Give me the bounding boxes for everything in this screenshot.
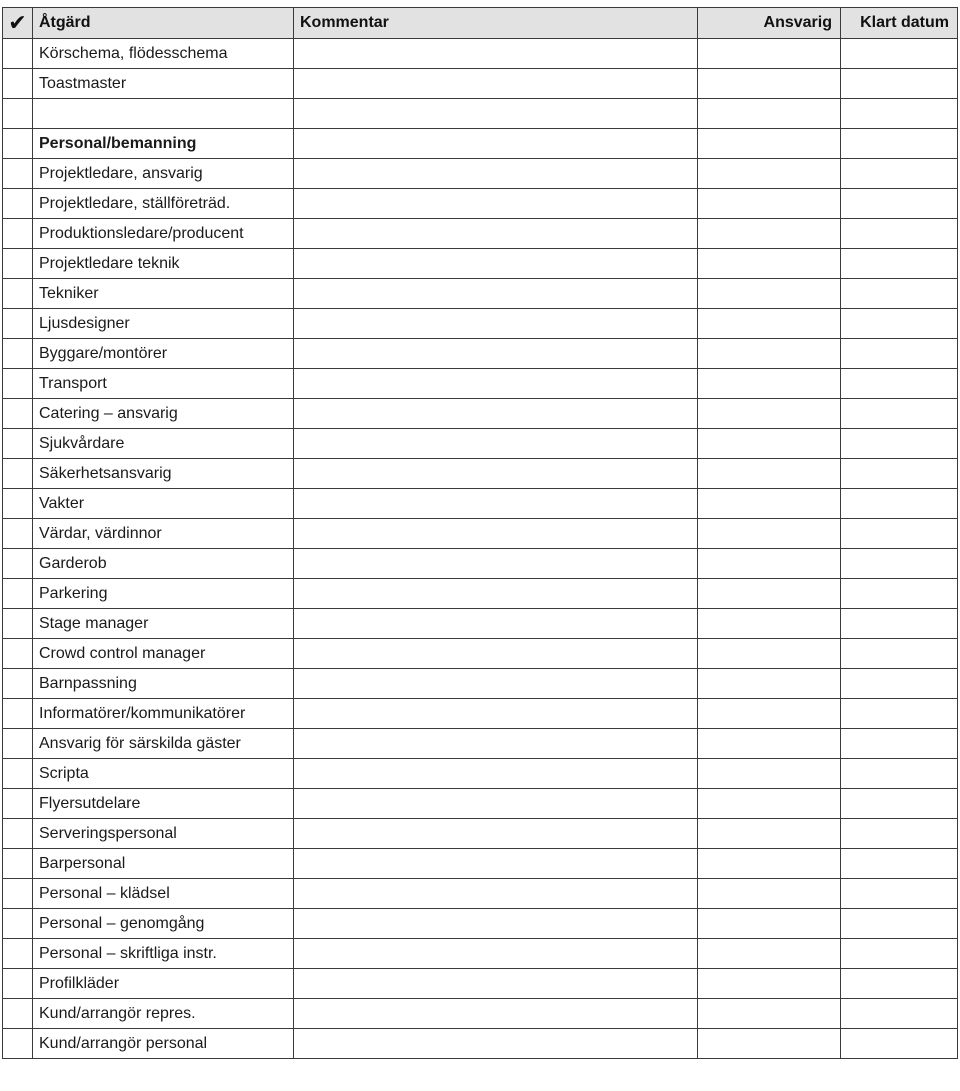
action-cell: Kund/arrangör repres. — [33, 999, 294, 1029]
table-body — [3, 39, 958, 1059]
checkbox-cell[interactable] — [3, 1029, 33, 1059]
responsible-cell[interactable] — [698, 429, 841, 459]
table-row — [3, 999, 958, 1029]
action-cell: Projektledare teknik — [33, 249, 294, 279]
comment-cell[interactable] — [294, 339, 698, 369]
checkbox-cell[interactable] — [3, 819, 33, 849]
table-row — [3, 789, 958, 819]
checkbox-cell[interactable] — [3, 339, 33, 369]
done-date-cell[interactable] — [841, 999, 958, 1029]
comment-cell[interactable] — [294, 459, 698, 489]
checklist-table — [2, 7, 958, 1059]
responsible-cell[interactable] — [698, 699, 841, 729]
checkbox-cell[interactable] — [3, 369, 33, 399]
comment-cell[interactable] — [294, 639, 698, 669]
done-date-cell[interactable] — [841, 969, 958, 999]
action-cell: Toastmaster — [33, 69, 294, 99]
action-cell: Catering – ansvarig — [33, 399, 294, 429]
header-comment: Kommentar — [294, 8, 698, 39]
checkbox-cell[interactable] — [3, 549, 33, 579]
checkbox-cell[interactable] — [3, 609, 33, 639]
comment-cell[interactable] — [294, 789, 698, 819]
action-cell: Barnpassning — [33, 669, 294, 699]
responsible-cell[interactable] — [698, 219, 841, 249]
table-row — [3, 549, 958, 579]
done-date-cell[interactable] — [841, 849, 958, 879]
table-row — [3, 459, 958, 489]
action-cell: Säkerhetsansvarig — [33, 459, 294, 489]
checkbox-cell[interactable] — [3, 579, 33, 609]
action-cell: Crowd control manager — [33, 639, 294, 669]
table-row — [3, 579, 958, 609]
done-date-cell[interactable] — [841, 789, 958, 819]
comment-cell[interactable] — [294, 549, 698, 579]
action-cell: Profilkläder — [33, 969, 294, 999]
checkmark-header-icon: ✔ — [3, 8, 33, 39]
checkbox-cell[interactable] — [3, 309, 33, 339]
comment-cell[interactable] — [294, 369, 698, 399]
responsible-cell[interactable] — [698, 459, 841, 489]
checkbox-cell[interactable] — [3, 459, 33, 489]
table-row — [3, 279, 958, 309]
action-cell: Ansvarig för särskilda gäster — [33, 729, 294, 759]
responsible-cell[interactable] — [698, 339, 841, 369]
responsible-cell[interactable] — [698, 99, 841, 129]
comment-cell[interactable] — [294, 69, 698, 99]
comment-cell[interactable] — [294, 159, 698, 189]
comment-cell[interactable] — [294, 939, 698, 969]
responsible-cell[interactable] — [698, 189, 841, 219]
done-date-cell[interactable] — [841, 879, 958, 909]
checkbox-cell[interactable] — [3, 939, 33, 969]
comment-cell[interactable] — [294, 699, 698, 729]
checkbox-cell[interactable] — [3, 219, 33, 249]
checkbox-cell[interactable] — [3, 669, 33, 699]
done-date-cell[interactable] — [841, 609, 958, 639]
done-date-cell[interactable] — [841, 489, 958, 519]
checkbox-cell[interactable] — [3, 759, 33, 789]
table-row — [3, 39, 958, 69]
responsible-cell[interactable] — [698, 519, 841, 549]
done-date-cell[interactable] — [841, 339, 958, 369]
responsible-cell[interactable] — [698, 39, 841, 69]
done-date-cell[interactable] — [841, 669, 958, 699]
checklist-sheet — [2, 7, 958, 1059]
responsible-cell[interactable] — [698, 759, 841, 789]
responsible-cell[interactable] — [698, 129, 841, 159]
responsible-cell[interactable] — [698, 159, 841, 189]
responsible-cell[interactable] — [698, 969, 841, 999]
action-cell: Körschema, flödesschema — [33, 39, 294, 69]
header-responsible: Ansvarig — [698, 8, 841, 39]
comment-cell[interactable] — [294, 819, 698, 849]
checkbox-cell[interactable] — [3, 69, 33, 99]
action-cell: Stage manager — [33, 609, 294, 639]
responsible-cell[interactable] — [698, 669, 841, 699]
table-row — [3, 819, 958, 849]
done-date-cell[interactable] — [841, 909, 958, 939]
responsible-cell[interactable] — [698, 69, 841, 99]
responsible-cell[interactable] — [698, 1029, 841, 1059]
header-action: Åtgärd — [33, 8, 294, 39]
action-cell: Informatörer/kommunikatörer — [33, 699, 294, 729]
action-cell: Värdar, värdinnor — [33, 519, 294, 549]
table-row — [3, 669, 958, 699]
done-date-cell[interactable] — [841, 699, 958, 729]
table-row — [3, 219, 958, 249]
comment-cell[interactable] — [294, 1029, 698, 1059]
action-cell: Produktionsledare/producent — [33, 219, 294, 249]
checkbox-cell[interactable] — [3, 999, 33, 1029]
done-date-cell[interactable] — [841, 219, 958, 249]
table-row — [3, 69, 958, 99]
done-date-cell[interactable] — [841, 249, 958, 279]
comment-cell[interactable] — [294, 849, 698, 879]
responsible-cell[interactable] — [698, 579, 841, 609]
table-row — [3, 519, 958, 549]
done-date-cell[interactable] — [841, 579, 958, 609]
table-row — [3, 969, 958, 999]
comment-cell[interactable] — [294, 309, 698, 339]
checkbox-cell[interactable] — [3, 849, 33, 879]
comment-cell[interactable] — [294, 609, 698, 639]
checkbox-cell[interactable] — [3, 249, 33, 279]
checkbox-cell[interactable] — [3, 279, 33, 309]
done-date-cell[interactable] — [841, 69, 958, 99]
done-date-cell[interactable] — [841, 99, 958, 129]
comment-cell[interactable] — [294, 489, 698, 519]
table-row — [3, 189, 958, 219]
table-row — [3, 1029, 958, 1059]
table-row — [3, 399, 958, 429]
done-date-cell[interactable] — [841, 459, 958, 489]
table-row — [3, 309, 958, 339]
action-cell: Garderob — [33, 549, 294, 579]
header-row — [3, 8, 958, 39]
comment-cell[interactable] — [294, 129, 698, 159]
table-row — [3, 429, 958, 459]
table-row — [3, 129, 958, 159]
responsible-cell[interactable] — [698, 369, 841, 399]
action-cell: Serveringspersonal — [33, 819, 294, 849]
table-row — [3, 369, 958, 399]
responsible-cell[interactable] — [698, 849, 841, 879]
action-cell: Tekniker — [33, 279, 294, 309]
responsible-cell[interactable] — [698, 909, 841, 939]
comment-cell[interactable] — [294, 999, 698, 1029]
header-done-date: Klart datum — [841, 8, 958, 39]
table-row — [3, 909, 958, 939]
done-date-cell[interactable] — [841, 279, 958, 309]
responsible-cell[interactable] — [698, 639, 841, 669]
table-row — [3, 609, 958, 639]
checkbox-cell[interactable] — [3, 879, 33, 909]
comment-cell[interactable] — [294, 969, 698, 999]
checkbox-cell[interactable] — [3, 39, 33, 69]
done-date-cell[interactable] — [841, 939, 958, 969]
done-date-cell[interactable] — [841, 639, 958, 669]
done-date-cell[interactable] — [841, 189, 958, 219]
comment-cell[interactable] — [294, 909, 698, 939]
action-cell: Personal – klädsel — [33, 879, 294, 909]
table-row — [3, 99, 958, 129]
done-date-cell[interactable] — [841, 429, 958, 459]
checkbox-cell[interactable] — [3, 429, 33, 459]
action-cell: Personal – skriftliga instr. — [33, 939, 294, 969]
action-cell: Transport — [33, 369, 294, 399]
done-date-cell[interactable] — [841, 519, 958, 549]
checkbox-cell[interactable] — [3, 639, 33, 669]
table-row — [3, 249, 958, 279]
table-row — [3, 159, 958, 189]
action-cell: Byggare/montörer — [33, 339, 294, 369]
table-row — [3, 939, 958, 969]
comment-cell[interactable] — [294, 669, 698, 699]
table-row — [3, 849, 958, 879]
table-row — [3, 489, 958, 519]
action-cell: Projektledare, ställföreträd. — [33, 189, 294, 219]
responsible-cell[interactable] — [698, 819, 841, 849]
checkbox-cell[interactable] — [3, 909, 33, 939]
done-date-cell[interactable] — [841, 1029, 958, 1059]
responsible-cell[interactable] — [698, 279, 841, 309]
responsible-cell[interactable] — [698, 249, 841, 279]
responsible-cell[interactable] — [698, 789, 841, 819]
action-cell: Ljusdesigner — [33, 309, 294, 339]
action-cell: Vakter — [33, 489, 294, 519]
table-row — [3, 879, 958, 909]
action-cell: Personal – genomgång — [33, 909, 294, 939]
done-date-cell[interactable] — [841, 549, 958, 579]
responsible-cell[interactable] — [698, 609, 841, 639]
comment-cell[interactable] — [294, 279, 698, 309]
comment-cell[interactable] — [294, 519, 698, 549]
checkbox-cell[interactable] — [3, 189, 33, 219]
responsible-cell[interactable] — [698, 999, 841, 1029]
comment-cell[interactable] — [294, 39, 698, 69]
action-cell — [33, 99, 294, 129]
table-row — [3, 729, 958, 759]
action-cell: Barpersonal — [33, 849, 294, 879]
action-cell: Sjukvårdare — [33, 429, 294, 459]
done-date-cell[interactable] — [841, 39, 958, 69]
comment-cell[interactable] — [294, 99, 698, 129]
table-row — [3, 759, 958, 789]
responsible-cell[interactable] — [698, 309, 841, 339]
responsible-cell[interactable] — [698, 939, 841, 969]
checkbox-cell[interactable] — [3, 729, 33, 759]
responsible-cell[interactable] — [698, 879, 841, 909]
done-date-cell[interactable] — [841, 159, 958, 189]
action-cell: Projektledare, ansvarig — [33, 159, 294, 189]
comment-cell[interactable] — [294, 189, 698, 219]
checkbox-cell[interactable] — [3, 159, 33, 189]
done-date-cell[interactable] — [841, 399, 958, 429]
checkbox-cell[interactable] — [3, 489, 33, 519]
checkbox-cell[interactable] — [3, 789, 33, 819]
action-cell: Scripta — [33, 759, 294, 789]
comment-cell[interactable] — [294, 729, 698, 759]
section-heading-cell: Personal/bemanning — [33, 129, 294, 159]
action-cell: Flyersutdelare — [33, 789, 294, 819]
comment-cell[interactable] — [294, 579, 698, 609]
action-cell: Parkering — [33, 579, 294, 609]
comment-cell[interactable] — [294, 879, 698, 909]
done-date-cell[interactable] — [841, 729, 958, 759]
checkbox-cell[interactable] — [3, 129, 33, 159]
checkbox-cell[interactable] — [3, 519, 33, 549]
checkbox-cell[interactable] — [3, 699, 33, 729]
action-cell: Kund/arrangör personal — [33, 1029, 294, 1059]
table-row — [3, 699, 958, 729]
responsible-cell[interactable] — [698, 729, 841, 759]
done-date-cell[interactable] — [841, 819, 958, 849]
done-date-cell[interactable] — [841, 309, 958, 339]
comment-cell[interactable] — [294, 399, 698, 429]
responsible-cell[interactable] — [698, 549, 841, 579]
responsible-cell[interactable] — [698, 489, 841, 519]
table-row — [3, 639, 958, 669]
checkbox-cell[interactable] — [3, 99, 33, 129]
comment-cell[interactable] — [294, 219, 698, 249]
done-date-cell[interactable] — [841, 369, 958, 399]
checkbox-cell[interactable] — [3, 969, 33, 999]
comment-cell[interactable] — [294, 759, 698, 789]
table-row — [3, 339, 958, 369]
table-header — [3, 8, 958, 39]
checkbox-cell[interactable] — [3, 399, 33, 429]
responsible-cell[interactable] — [698, 399, 841, 429]
comment-cell[interactable] — [294, 249, 698, 279]
done-date-cell[interactable] — [841, 759, 958, 789]
done-date-cell[interactable] — [841, 129, 958, 159]
comment-cell[interactable] — [294, 429, 698, 459]
